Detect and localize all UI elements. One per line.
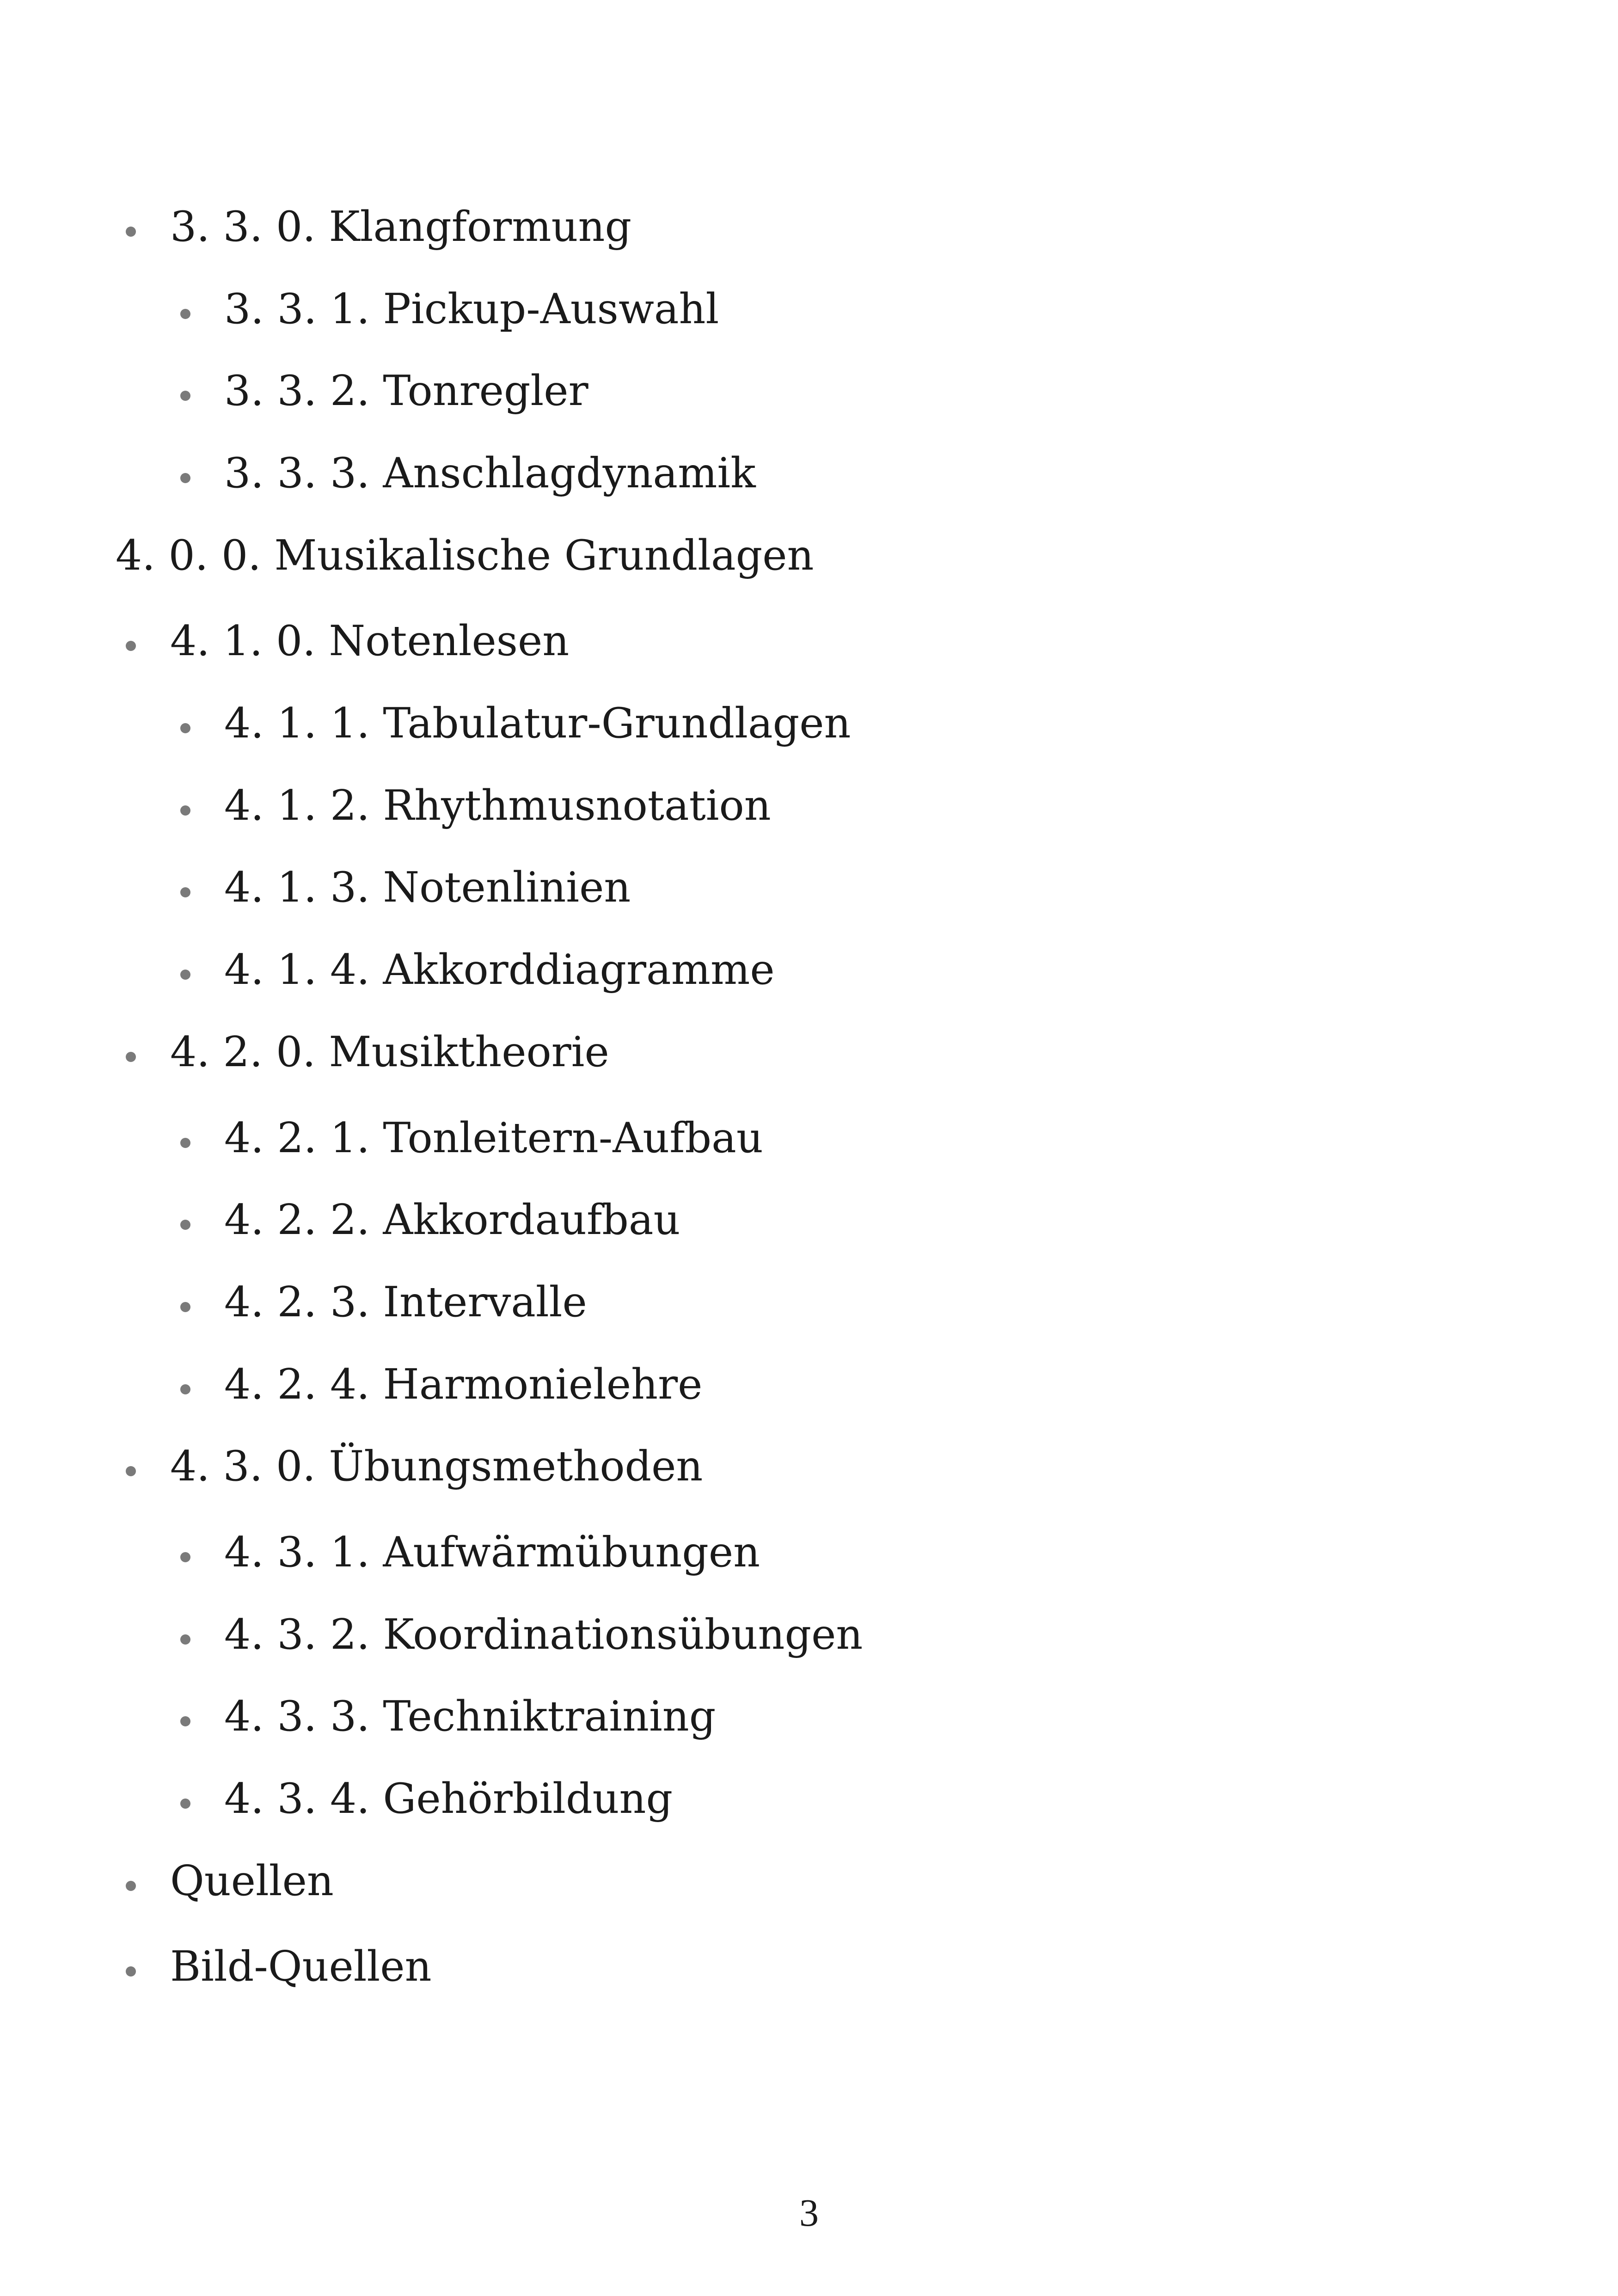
bullet-icon [180, 970, 190, 980]
bullet-icon [180, 1634, 190, 1645]
toc-entry: 4. 1. 0. Notenlesen [170, 617, 570, 665]
bullet-icon [126, 1966, 136, 1977]
toc-entry: 4. 3. 4. Gehörbildung [224, 1774, 673, 1823]
bullet-icon [180, 473, 190, 483]
toc-entry: 4. 1. 2. Rhythmusnotation [224, 781, 771, 830]
bullet-icon [180, 1302, 190, 1312]
bullet-icon [126, 1052, 136, 1062]
bullet-icon [180, 309, 190, 319]
toc-entry: 3. 3. 1. Pickup-Auswahl [224, 285, 719, 333]
toc-entry: 3. 3. 3. Anschlagdynamik [224, 449, 756, 497]
bullet-icon [126, 1881, 136, 1891]
toc-entry: 4. 1. 3. Notenlinien [224, 863, 631, 912]
bullet-icon [180, 887, 190, 897]
page-number: 3 [799, 2192, 819, 2235]
bullet-icon [180, 1138, 190, 1148]
toc-entry: 4. 3. 2. Koordinationsübungen [224, 1610, 863, 1659]
toc-entry: 4. 2. 3. Intervalle [224, 1278, 587, 1326]
bullet-icon [126, 1466, 136, 1476]
toc-entry: 4. 2. 4. Harmonielehre [224, 1360, 703, 1409]
bullet-icon [180, 1799, 190, 1809]
bullet-icon [180, 805, 190, 816]
toc-entry: 3. 3. 2. Tonregler [224, 367, 588, 415]
toc-entry: 4. 3. 3. Techniktraining [224, 1692, 716, 1741]
toc-entry: Quellen [170, 1857, 334, 1905]
toc-entry: 3. 3. 0. Klangformung [170, 203, 632, 251]
bullet-icon [180, 391, 190, 401]
bullet-icon [180, 723, 190, 733]
toc-entry: 4. 0. 0. Musikalische Grundlagen [116, 531, 814, 580]
toc-entry: 4. 2. 1. Tonleitern-Aufbau [224, 1114, 763, 1162]
bullet-icon [126, 641, 136, 651]
bullet-icon [180, 1552, 190, 1562]
toc-entry: 4. 3. 1. Aufwärmübungen [224, 1528, 760, 1577]
bullet-icon [126, 227, 136, 237]
toc-entry: 4. 2. 0. Musiktheorie [170, 1028, 609, 1076]
bullet-icon [180, 1220, 190, 1230]
bullet-icon [180, 1716, 190, 1726]
bullet-icon [180, 1384, 190, 1394]
toc-entry: Bild-Quellen [170, 1942, 432, 1991]
toc-entry: 4. 1. 4. Akkorddiagramme [224, 945, 775, 994]
toc-entry: 4. 2. 2. Akkordaufbau [224, 1196, 680, 1244]
toc-entry: 4. 1. 1. Tabulatur-Grundlagen [224, 699, 851, 748]
toc-entry: 4. 3. 0. Übungsmethoden [170, 1442, 703, 1491]
